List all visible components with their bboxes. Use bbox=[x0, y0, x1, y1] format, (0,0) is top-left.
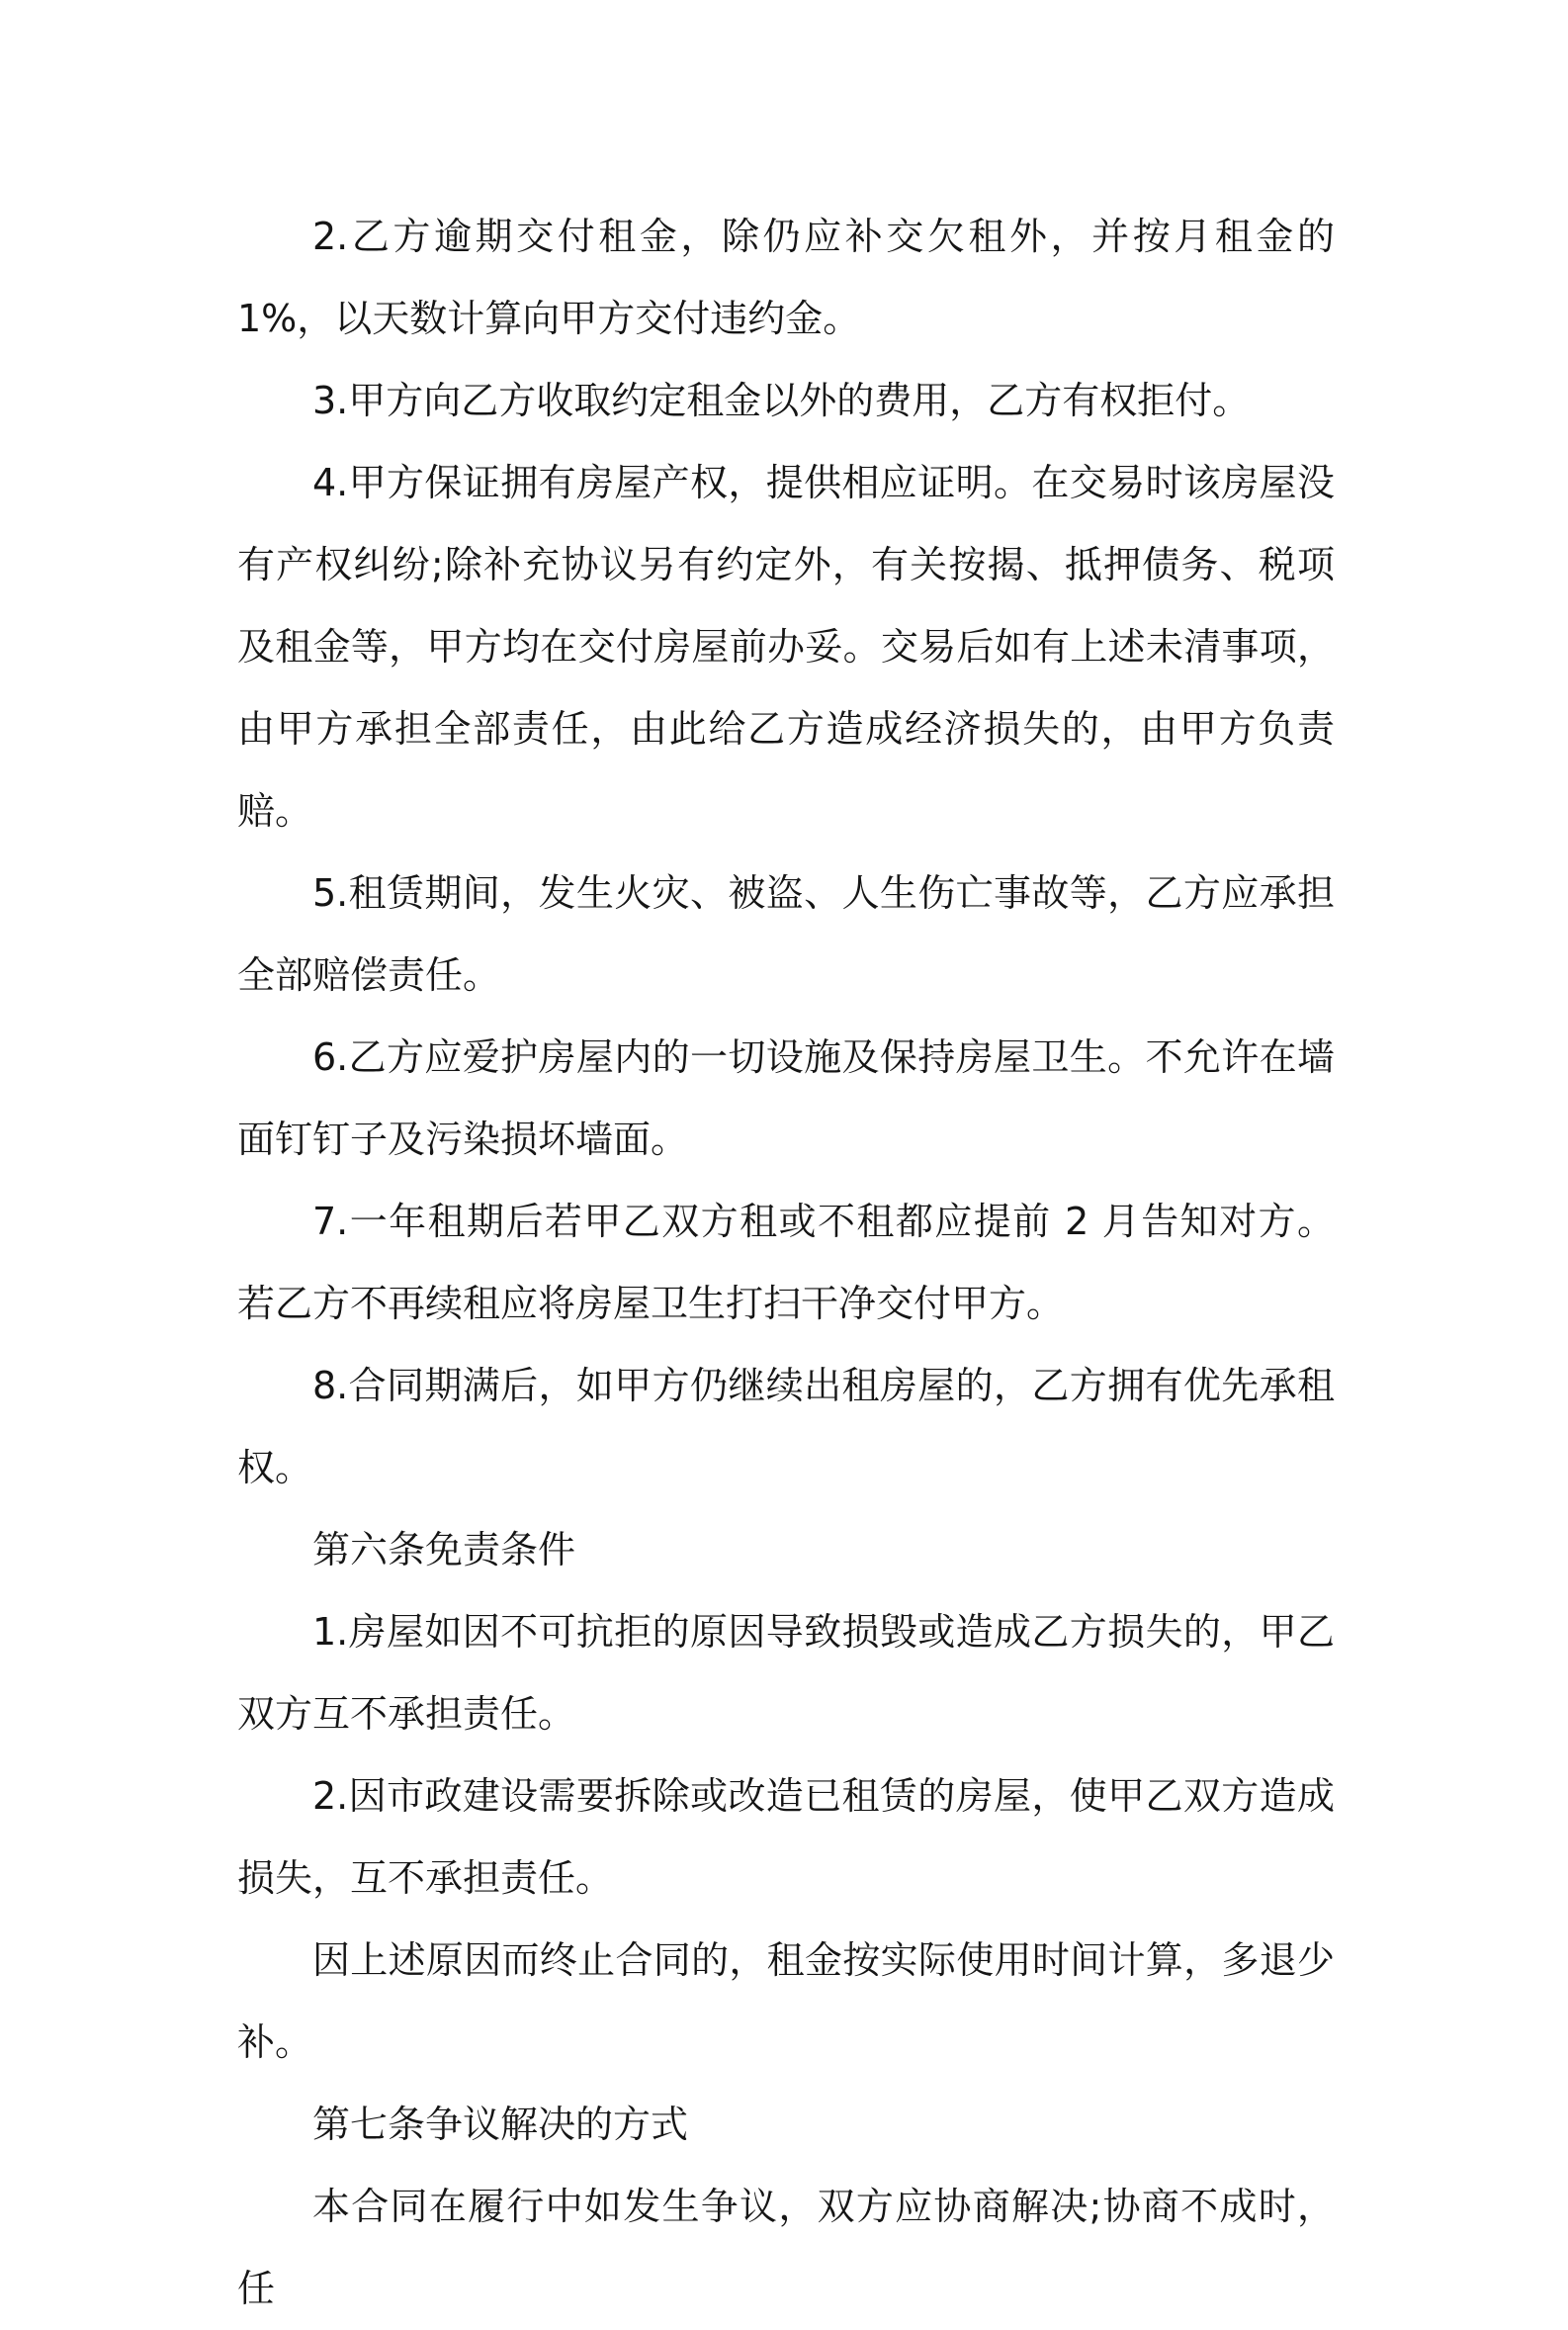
section-6-heading: 第六条免责条件 bbox=[312, 1528, 576, 1571]
section-6-clause-2: 2.因市政建设需要拆除或改造已租赁的房屋，使甲乙双方造成损失，互不承担责任。 bbox=[237, 1774, 1335, 1900]
clause-7-renewal-notice: 7.一年租期后若甲乙双方租或不租都应提前 2 月告知对方。若乙方不再续租应将房屋卫生打扫干净交付甲方。 bbox=[237, 1200, 1335, 1325]
clause-2-late-rent: 2.乙方逾期交付租金，除仍应补交欠租外，并按月租金的 1%，以天数计算向甲方交付违约金。 bbox=[237, 215, 1335, 340]
section-7-heading: 第七条争议解决的方式 bbox=[312, 2103, 689, 2146]
clause-4-property-rights: 4.甲方保证拥有房屋产权，提供相应证明。在交易时该房屋没有产权纠纷;除补充协议另有约定外，有关按揭、抵押债务、税项及租金等，甲方均在交付房屋前办妥。交易后如有上述未清事项，由甲方承担全部责任，由此给乙方造成经济损失的，由甲方负责赔。 bbox=[237, 461, 1335, 833]
section-6-termination-note: 因上述原因而终止合同的，租金按实际使用时间计算，多退少补。 bbox=[237, 1938, 1335, 2064]
clause-3-extra-fees: 3.甲方向乙方收取约定租金以外的费用，乙方有权拒付。 bbox=[312, 379, 1251, 422]
document-body bbox=[237, 196, 1335, 2330]
section-6-clause-1: 1.房屋如因不可抗拒的原因导致损毁或造成乙方损失的，甲乙双方互不承担责任。 bbox=[237, 1610, 1335, 1736]
section-7-clause: 本合同在履行中如发生争议，双方应协商解决;协商不成时，任 bbox=[237, 2185, 1335, 2310]
clause-8-priority-lease: 8.合同期满后，如甲方仍继续出租房屋的，乙方拥有优先承租权。 bbox=[237, 1364, 1335, 1489]
clause-6-maintenance: 6.乙方应爱护房屋内的一切设施及保持房屋卫生。不允许在墙面钉钉子及污染损坏墙面。 bbox=[237, 1035, 1335, 1161]
clause-5-accidents: 5.租赁期间，发生火灾、被盗、人生伤亡事故等，乙方应承担全部赔偿责任。 bbox=[237, 871, 1335, 997]
